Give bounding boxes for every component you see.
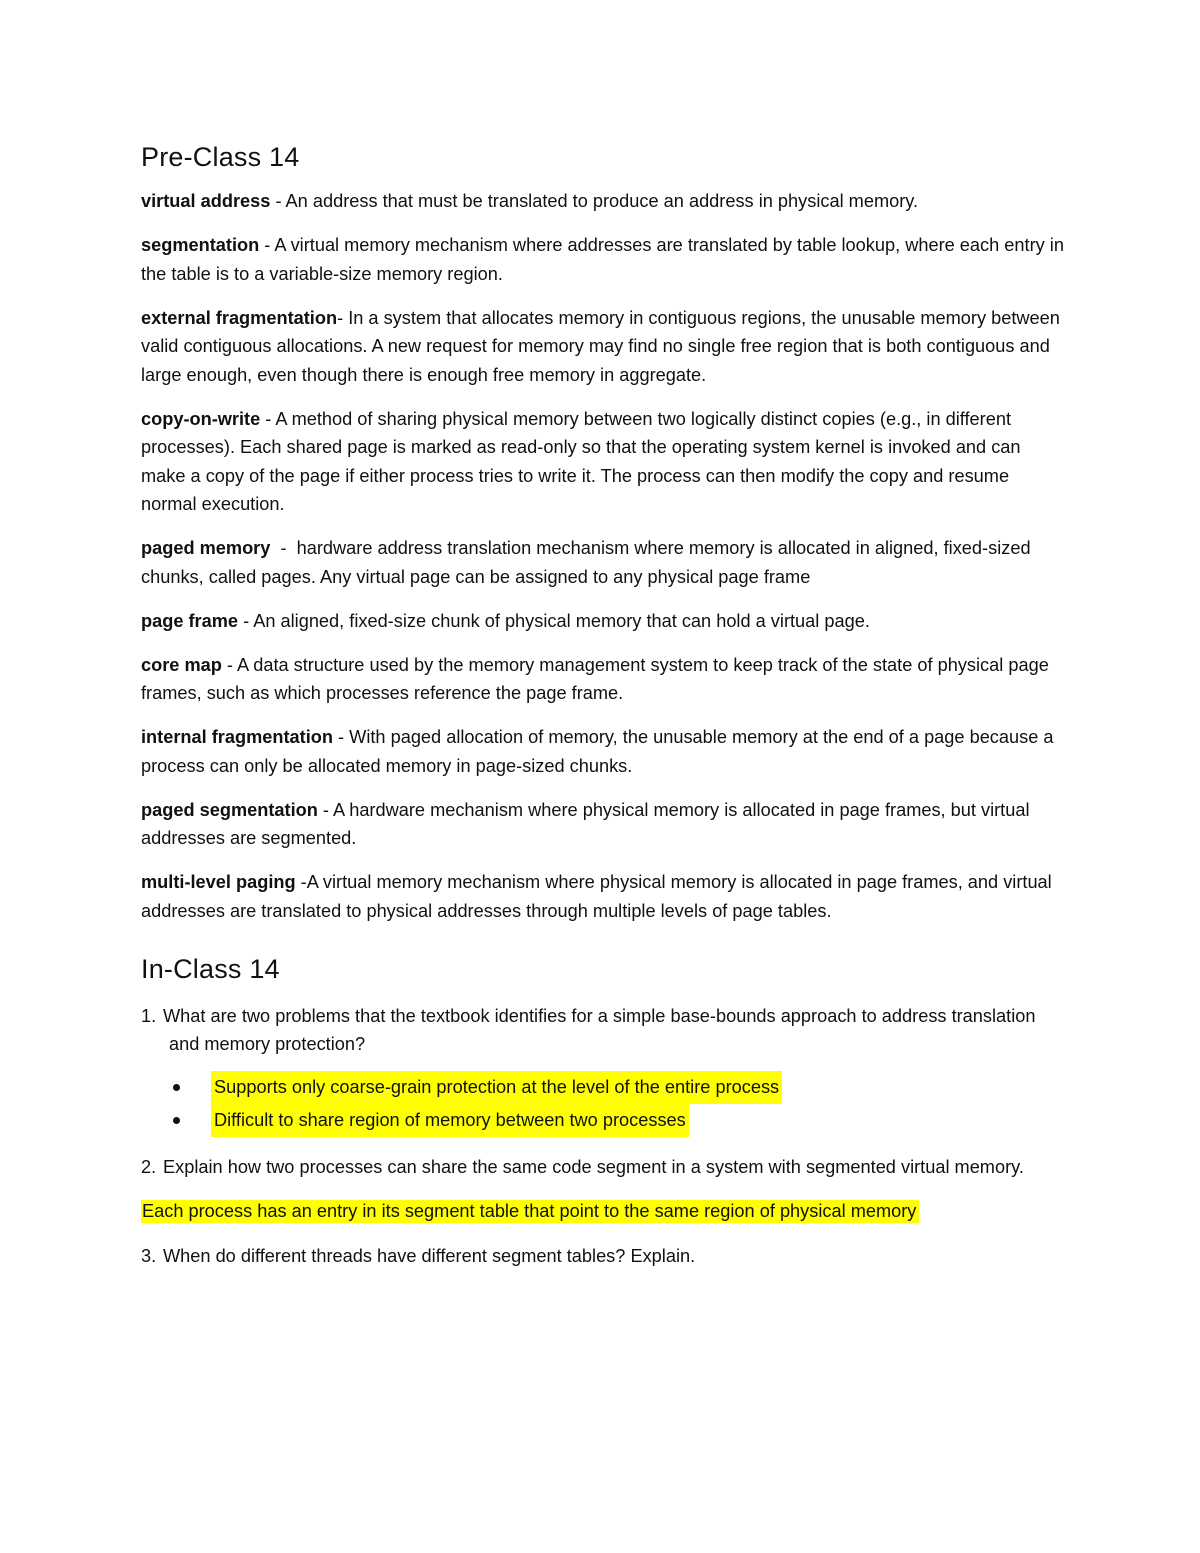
questions-list-continued xyxy=(141,1242,1066,1271)
definition-internal-fragmentation xyxy=(141,723,1066,780)
definition-text: - A virtual memory mechanism where addresses are translated by table lookup, where each entry in the table is to a variable-size memory region. xyxy=(141,235,1064,284)
definition-text: - An address that must be translated to produce an address in physical memory. xyxy=(270,191,919,212)
definition-multi-level-paging xyxy=(141,868,1066,925)
definition-paged-segmentation xyxy=(141,796,1066,853)
definition-term: external fragmentation xyxy=(141,307,338,328)
definitions-list xyxy=(141,187,1066,925)
answer-bullet xyxy=(173,1104,1066,1137)
definition-term: paged memory xyxy=(141,538,271,559)
definition-text: - hardware address translation mechanism where memory is allocated in aligned, fixed-sized chunks, called pages. Any virtual page can be assigned to any physical page frame xyxy=(141,538,1036,587)
definition-paged-memory xyxy=(141,534,1066,591)
question-number: 1. xyxy=(141,1005,157,1026)
question-number: 3. xyxy=(141,1245,157,1266)
definition-text: -A virtual memory mechanism where physical memory is allocated in page frames, and virtual addresses are translated to physical addresses through multiple levels of page tables. xyxy=(141,872,1052,921)
question-text-block xyxy=(141,1002,1066,1059)
question-text: What are two problems that the textbook identifies for a simple base-bounds approach to address translation and memory protection? xyxy=(163,1005,1036,1055)
preclass-heading: Pre-Class 14 xyxy=(141,142,300,172)
definition-virtual-address xyxy=(141,187,1066,216)
bullet-icon xyxy=(173,1117,180,1124)
definition-page-frame xyxy=(141,607,1066,636)
question-text: When do different threads have different segment tables? Explain. xyxy=(163,1245,696,1266)
definition-term: page frame xyxy=(141,610,239,631)
definition-term: core map xyxy=(141,654,222,675)
question-text-block xyxy=(141,1153,1066,1182)
definition-term: copy-on-write xyxy=(141,408,261,429)
question-3 xyxy=(141,1242,1066,1271)
definition-text: - In a system that allocates memory in contiguous regions, the unusable memory between valid contiguous allocations. A new request for memory may find no single free region that is both contiguous and large enough, even though there is enough free memory in aggregate. xyxy=(141,307,1060,385)
highlighted-answer: Each process has an entry in its segment table that point to the same region of physical memory xyxy=(141,1200,919,1223)
question-number: 2. xyxy=(141,1156,157,1177)
definition-term: virtual address xyxy=(141,191,271,212)
definition-text: - A method of sharing physical memory between two logically distinct copies (e.g., in different processes). Each shared page is marked as read-only so that the operating system kernel is invoked and can make a copy of the page if either process tries to write it. The process can then modify the copy and resume normal execution. xyxy=(141,408,1021,515)
answer-question-2 xyxy=(141,1197,1066,1226)
question-text-block xyxy=(141,1242,1066,1271)
definition-core-map xyxy=(141,651,1066,708)
definition-term: paged segmentation xyxy=(141,799,318,820)
definition-text: - A hardware mechanism where physical memory is allocated in page frames, but virtual addresses are segmented. xyxy=(141,799,1030,849)
question-1 xyxy=(141,1002,1066,1137)
inclass-heading: In-Class 14 xyxy=(141,954,280,985)
definition-text: - A data structure used by the memory management system to keep track of the state of physical page frames, such as which processes reference the page frame. xyxy=(141,654,1049,704)
definition-external-fragmentation xyxy=(141,304,1066,390)
definition-term: segmentation xyxy=(141,235,260,256)
definition-text: - With paged allocation of memory, the unusable memory at the end of a page because a process can only be allocated memory in page-sized chunks. xyxy=(141,727,1054,776)
answer-bullet xyxy=(173,1071,1066,1104)
answer-bullets xyxy=(173,1071,1066,1137)
definition-segmentation xyxy=(141,231,1066,288)
bullet-icon xyxy=(173,1084,180,1091)
highlighted-answer: Supports only coarse-grain protection at the level of the entire process xyxy=(211,1071,782,1104)
question-2 xyxy=(141,1153,1066,1182)
question-text: Explain how two processes can share the same code segment in a system with segmented virtual memory. xyxy=(163,1156,1024,1177)
definition-copy-on-write xyxy=(141,405,1066,519)
questions-list xyxy=(141,1002,1066,1182)
definition-term: internal fragmentation xyxy=(141,727,333,748)
definition-term: multi-level paging xyxy=(141,872,296,893)
document-content xyxy=(141,141,1066,1286)
definition-text: - An aligned, fixed-size chunk of physical memory that can hold a virtual page. xyxy=(238,610,870,631)
highlighted-answer: Difficult to share region of memory between two processes xyxy=(211,1104,689,1137)
